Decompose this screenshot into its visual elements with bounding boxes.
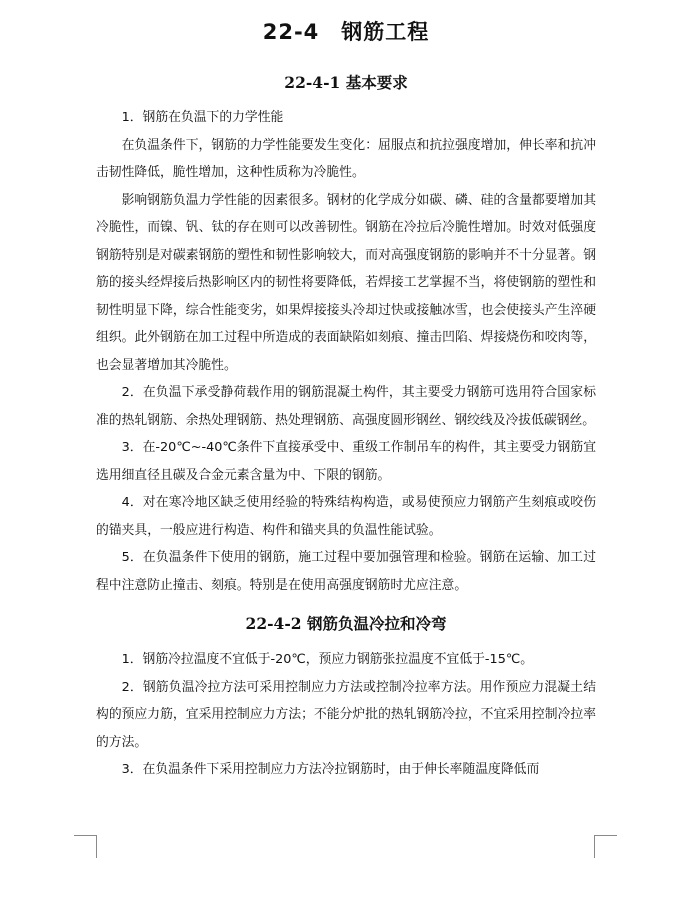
paragraph: 4．对在寒冷地区缺乏使用经验的特殊结构构造，或易使预应力钢筋产生刻痕或咬伤的锚夹具，一般应进行构造、构件和锚夹具的负温性能试验。 [96, 495, 596, 538]
margin-corner-mark-left [74, 835, 97, 858]
paragraph: 2．在负温下承受静荷载作用的钢筋混凝土构件，其主要受力钢筋可选用符合国家标准的热轧钢筋、余热处理钢筋、热处理钢筋、高强度圆形钢丝、钢绞线及冷拔低碳钢丝。 [96, 385, 596, 428]
paragraph: 3．在负温条件下采用控制应力方法冷拉钢筋时，由于伸长率随温度降低而 [121, 762, 540, 777]
margin-corner-mark-right [594, 835, 617, 858]
paragraph: 1．钢筋冷拉温度不宜低于-20℃，预应力钢筋张拉温度不宜低于-15℃。 [121, 652, 533, 667]
paragraph: 2．钢筋负温冷拉方法可采用控制应力方法或控制冷拉率方法。用作预应力混凝土结构的预应力筋，宜采用控制应力方法；不能分炉批的热轧钢筋冷拉，不宜采用控制冷拉率的方法。 [96, 679, 596, 750]
section-heading-22-4-1: 22-4-1 基本要求 [284, 73, 408, 92]
paragraph: 1．钢筋在负温下的力学性能 [121, 110, 284, 125]
paragraph: 影响钢筋负温力学性能的因素很多。钢材的化学成分如碳、磷、硅的含量都要增加其冷脆性，而镍、钒、钛的存在则可以改善韧性。钢筋在冷拉后冷脆性增加。时效对低强度钢筋特别是对碳素钢筋的塑性和韧性影响较大，而对高强度钢筋的影响并不十分显著。钢筋的接头经焊接后热影响区内的韧性将要降低，若焊接工艺掌握不当，将使钢筋的塑性和韧性明显下降，综合性能变劣，如果焊接接头冷却过快或接触冰雪，也会使接头产生淬硬组织。此外钢筋在加工过程中所造成的表面缺陷如刻痕、撞击凹陷、焊接烧伤和咬肉等，也会显著增加其冷脆性。 [96, 192, 596, 373]
paragraph: 在负温条件下，钢筋的力学性能要发生变化：屈服点和抗拉强度增加，伸长率和抗冲击韧性降低，脆性增加，这种性质称为冷脆性。 [96, 137, 596, 180]
section-heading-22-4-2: 22-4-2 钢筋负温冷拉和冷弯 [245, 614, 447, 633]
page-title: 22-4 钢筋工程 [262, 20, 430, 44]
paragraph: 3．在-20℃~-40℃条件下直接承受中、重级工作制吊车的构件，其主要受力钢筋宜选用细直径且碳及合金元素含量为中、下限的钢筋。 [96, 440, 596, 483]
page-content [96, 12, 596, 784]
paragraph: 5．在负温条件下使用的钢筋，施工过程中要加强管理和检验。钢筋在运输、加工过程中注意防止撞击、刻痕。特别是在使用高强度钢筋时尤应注意。 [96, 550, 596, 593]
